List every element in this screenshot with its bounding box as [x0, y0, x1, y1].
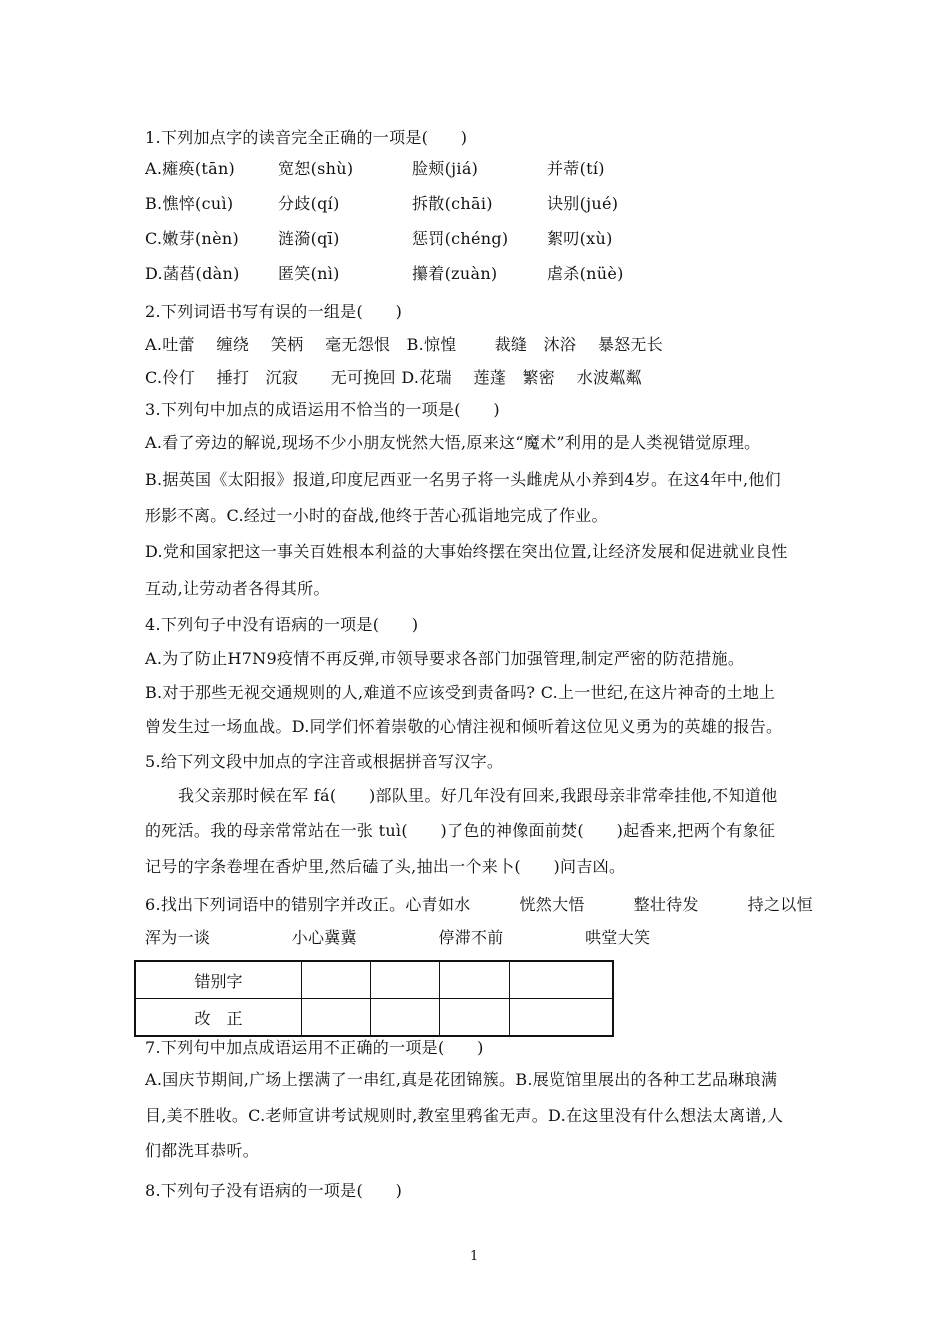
- q7-line-2: 目,美不胜收。C.老师宣讲考试规则时,教室里鸦雀无声。D.在这里没有什么想法太离谱,人: [145, 1106, 784, 1125]
- q3-option-b-line-2: 形影不离。C.经过一小时的奋战,他终于苦心孤诣地完成了作业。: [145, 506, 608, 525]
- answer-cell[interactable]: [440, 999, 509, 1037]
- answer-cell[interactable]: [440, 961, 509, 999]
- q1-c-1: C.嫩芽(nèn): [145, 229, 240, 248]
- q5-passage-line-2: 的死活。我的母亲常常站在一张 tuì( )了色的神像面前焚( )起香来,把两个有象征: [145, 821, 776, 840]
- q1-c-4: 絮叨(xù): [547, 229, 613, 248]
- question-4-stem: 4.下列句子中没有语病的一项是( ): [145, 615, 419, 634]
- q1-d-3: 攥着(zuàn): [412, 264, 498, 283]
- q1-option-a: [145, 158, 845, 180]
- page-number: 1: [470, 1249, 479, 1264]
- q4-line-3: 曾发生过一场血战。D.同学们怀着崇敬的心情注视和倾听着这位见义勇为的英雄的报告。: [145, 717, 783, 736]
- question-8-stem: 8.下列句子没有语病的一项是( ): [145, 1181, 403, 1200]
- q1-a-1: A.瘫痪(tān): [145, 159, 236, 178]
- q1-option-d: [145, 263, 845, 285]
- question-7-stem: 7.下列句中加点成语运用不正确的一项是( ): [145, 1038, 484, 1057]
- question-3-stem: 3.下列句中加点的成语运用不恰当的一项是( ): [145, 400, 500, 419]
- question-6-stem: 6.找出下列词语中的错别字并改正。心青如水 恍然大悟 整壮待发 持之以恒: [145, 895, 813, 914]
- table-header-correction: 改 正: [135, 999, 302, 1037]
- q2-line-2: C.伶仃 捶打 沉寂 无可挽回 D.花瑞 莲蓬 繁密 水波粼粼: [145, 368, 642, 387]
- q1-d-2: 匿笑(nì): [278, 264, 340, 283]
- answer-cell[interactable]: [509, 999, 613, 1037]
- answer-cell[interactable]: [371, 961, 440, 999]
- q4-line-2: B.对于那些无视交通规则的人,难道不应该受到责备吗? C.上一世纪,在这片神奇的土地上: [145, 683, 776, 702]
- table-row: [135, 961, 613, 999]
- q1-b-3: 拆散(chāi): [412, 194, 493, 213]
- q7-line-1: A.国庆节期间,广场上摆满了一串红,真是花团锦簇。B.展览馆里展出的各种工艺品琳琅满: [145, 1070, 778, 1089]
- question-5-stem: 5.给下列文段中加点的字注音或根据拼音写汉字。: [145, 752, 504, 771]
- q3-option-d-line-2: 互动,让劳动者各得其所。: [145, 579, 330, 598]
- q5-passage-line-1: 我父亲那时候在军 fá( )部队里。好几年没有回来,我跟母亲非常牵挂他,不知道他: [178, 786, 778, 805]
- q1-c-2: 涟漪(qī): [278, 229, 340, 248]
- q6-word-list: 浑为一谈 小心冀冀 停滞不前 哄堂大笑: [145, 928, 651, 947]
- answer-cell[interactable]: [371, 999, 440, 1037]
- q1-option-c: [145, 228, 845, 250]
- q1-a-2: 宽恕(shù): [278, 159, 354, 178]
- correction-table: [134, 960, 614, 1037]
- q1-b-4: 诀别(jué): [547, 194, 619, 213]
- q1-b-2: 分歧(qí): [278, 194, 340, 213]
- q1-b-1: B.憔悴(cuì): [145, 194, 234, 213]
- q1-a-4: 并蒂(tí): [547, 159, 605, 178]
- table-header-wrong-char: 错别字: [135, 961, 302, 999]
- q1-a-3: 脸颊(jiá): [412, 159, 479, 178]
- q3-option-b-line-1: B.据英国《太阳报》报道,印度尼西亚一名男子将一头雌虎从小养到4岁。在这4年中,他们: [145, 470, 781, 489]
- q5-passage-line-3: 记号的字条卷埋在香炉里,然后磕了头,抽出一个来卜( )问吉凶。: [145, 857, 626, 876]
- answer-cell[interactable]: [509, 961, 613, 999]
- q4-option-a: A.为了防止H7N9疫情不再反弹,市领导要求各部门加强管理,制定严密的防范措施。: [145, 649, 745, 668]
- q3-option-d-line-1: D.党和国家把这一事关百姓根本利益的大事始终摆在突出位置,让经济发展和促进就业良性: [145, 542, 788, 561]
- question-1-stem: 1.下列加点字的读音完全正确的一项是( ): [145, 128, 468, 147]
- q1-d-4: 虐杀(nüè): [547, 264, 624, 283]
- q1-d-1: D.菡萏(dàn): [145, 264, 240, 283]
- q1-option-b: [145, 193, 845, 215]
- answer-cell[interactable]: [302, 961, 371, 999]
- answer-cell[interactable]: [302, 999, 371, 1037]
- question-2-stem: 2.下列词语书写有误的一组是( ): [145, 302, 403, 321]
- q1-c-3: 惩罚(chéng): [412, 229, 509, 248]
- table-row: [135, 999, 613, 1037]
- q7-line-3: 们都洗耳恭听。: [145, 1141, 260, 1160]
- q3-option-a: A.看了旁边的解说,现场不少小朋友恍然大悟,原来这“魔术”利用的是人类视错觉原理。: [145, 433, 761, 452]
- q2-line-1: A.吐蕾 缠绕 笑柄 毫无怨恨 B.惊惶 裁缝 沐浴 暴怒无长: [145, 335, 664, 354]
